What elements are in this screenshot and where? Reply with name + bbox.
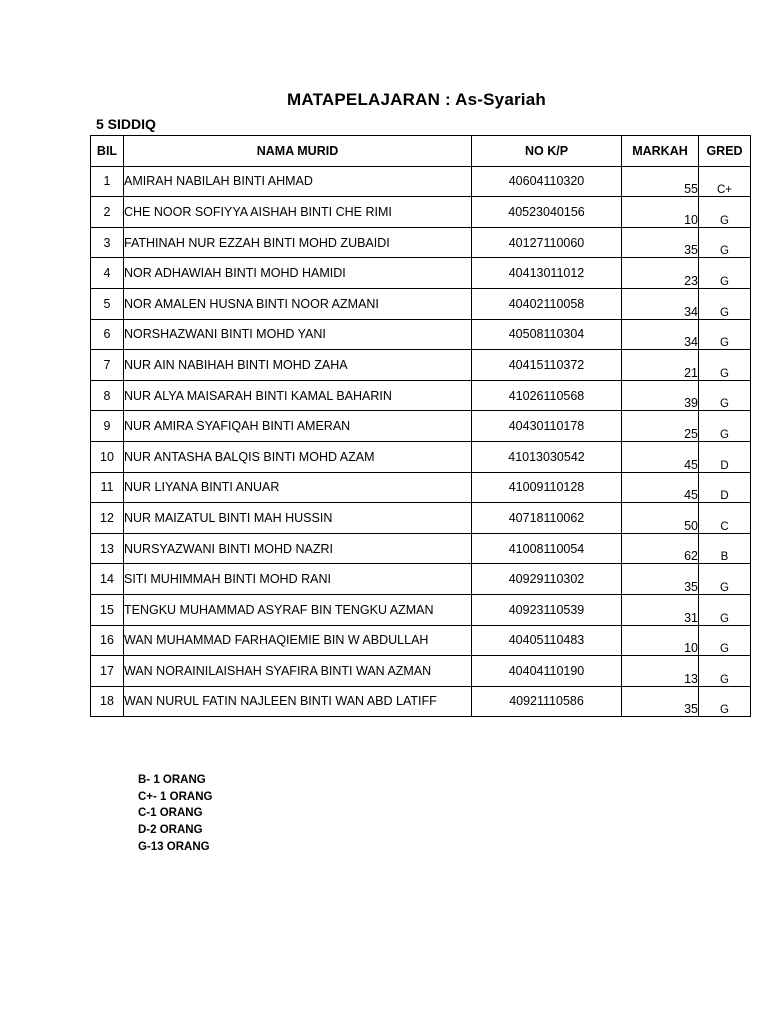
summary-line: C-1 ORANG [138,807,203,820]
cell-ic: 41008110054 [472,533,622,564]
summary-line: D-2 ORANG [138,824,203,837]
page-title: MATAPELAJARAN : As-Syariah [287,90,546,109]
table-row [91,227,751,258]
cell-mark: 21 [622,350,699,381]
cell-name: NUR MAIZATUL BINTI MAH HUSSIN [124,503,472,534]
cell-mark: 39 [622,380,699,411]
cell-bil: 4 [91,258,124,289]
summary-line: G-13 ORANG [138,840,210,853]
cell-gred: G [699,625,751,656]
cell-gred: G [699,319,751,350]
cell-name: NORSHAZWANI BINTI MOHD YANI [124,319,472,350]
cell-name: SITI MUHIMMAH BINTI MOHD RANI [124,564,472,595]
cell-name: FATHINAH NUR EZZAH BINTI MOHD ZUBAIDI [124,227,472,258]
table-header-row [91,136,751,167]
cell-mark: 10 [622,197,699,228]
cell-mark: 34 [622,288,699,319]
cell-ic: 40405110483 [472,625,622,656]
cell-ic: 41009110128 [472,472,622,503]
cell-name: NOR AMALEN HUSNA BINTI NOOR AZMANI [124,288,472,319]
cell-mark: 23 [622,258,699,289]
cell-mark: 13 [622,656,699,687]
cell-gred: G [699,288,751,319]
table-row [91,686,751,717]
cell-bil: 12 [91,503,124,534]
cell-gred: D [699,472,751,503]
summary-line: B- 1 ORANG [138,774,206,786]
cell-gred: G [699,686,751,717]
cell-name: NOR ADHAWIAH BINTI MOHD HAMIDI [124,258,472,289]
cell-name: WAN NURUL FATIN NAJLEEN BINTI WAN ABD LATIFF [124,686,472,717]
cell-gred: D [699,441,751,472]
cell-bil: 15 [91,594,124,625]
cell-mark: 35 [622,564,699,595]
cell-mark: 45 [622,472,699,503]
cell-ic: 40604110320 [472,166,622,197]
cell-name: NURSYAZWANI BINTI MOHD NAZRI [124,533,472,564]
cell-bil: 13 [91,533,124,564]
cell-gred: C [699,503,751,534]
header-gred: GRED [699,136,751,167]
marks-table [90,135,751,717]
cell-ic: 40413011012 [472,258,622,289]
cell-name: AMIRAH NABILAH BINTI AHMAD [124,166,472,197]
cell-gred: G [699,564,751,595]
cell-ic: 40921110586 [472,686,622,717]
cell-mark: 34 [622,319,699,350]
cell-mark: 50 [622,503,699,534]
cell-bil: 6 [91,319,124,350]
table-row [91,472,751,503]
class-name: 5 SIDDIQ [96,116,156,132]
table-row [91,411,751,442]
cell-ic: 40718110062 [472,503,622,534]
cell-name: NUR LIYANA BINTI ANUAR [124,472,472,503]
cell-gred: G [699,594,751,625]
cell-gred: G [699,227,751,258]
table-row [91,288,751,319]
cell-bil: 18 [91,686,124,717]
cell-bil: 16 [91,625,124,656]
table-row [91,656,751,687]
cell-ic: 40508110304 [472,319,622,350]
header-no-kp: NO K/P [472,136,622,167]
summary-line: C+- 1 ORANG [138,790,213,803]
cell-bil: 14 [91,564,124,595]
cell-gred: G [699,197,751,228]
grade-summary [138,772,212,856]
cell-mark: 62 [622,533,699,564]
table-row [91,533,751,564]
cell-name: NUR ALYA MAISARAH BINTI KAMAL BAHARIN [124,380,472,411]
cell-ic: 40923110539 [472,594,622,625]
cell-bil: 5 [91,288,124,319]
cell-mark: 35 [622,227,699,258]
cell-gred: G [699,258,751,289]
cell-name: CHE NOOR SOFIYYA AISHAH BINTI CHE RIMI [124,197,472,228]
table-row [91,441,751,472]
table-row [91,258,751,289]
table-row [91,564,751,595]
cell-bil: 10 [91,441,124,472]
header-bil: BIL [91,136,124,167]
table-row [91,166,751,197]
cell-name: NUR AIN NABIHAH BINTI MOHD ZAHA [124,350,472,381]
cell-gred: G [699,656,751,687]
cell-ic: 41013030542 [472,441,622,472]
table-row [91,625,751,656]
cell-mark: 35 [622,686,699,717]
cell-gred: G [699,350,751,381]
cell-mark: 45 [622,441,699,472]
cell-bil: 8 [91,380,124,411]
cell-gred: C+ [699,166,751,197]
cell-name: WAN NORAINILAISHAH SYAFIRA BINTI WAN AZMAN [124,656,472,687]
table-row [91,197,751,228]
cell-bil: 2 [91,197,124,228]
cell-mark: 31 [622,594,699,625]
cell-ic: 40929110302 [472,564,622,595]
cell-name: NUR ANTASHA BALQIS BINTI MOHD AZAM [124,441,472,472]
table-row [91,350,751,381]
cell-ic: 40404110190 [472,656,622,687]
cell-name: NUR AMIRA SYAFIQAH BINTI AMERAN [124,411,472,442]
cell-mark: 25 [622,411,699,442]
cell-bil: 1 [91,166,124,197]
cell-ic: 40415110372 [472,350,622,381]
table-row [91,319,751,350]
cell-gred: G [699,380,751,411]
cell-gred: G [699,411,751,442]
cell-bil: 11 [91,472,124,503]
cell-gred: B [699,533,751,564]
cell-bil: 7 [91,350,124,381]
cell-ic: 40127110060 [472,227,622,258]
header-nama-murid: NAMA MURID [124,136,472,167]
table-row [91,503,751,534]
header-markah: MARKAH [622,136,699,167]
cell-bil: 3 [91,227,124,258]
cell-mark: 55 [622,166,699,197]
table-row [91,380,751,411]
cell-bil: 17 [91,656,124,687]
cell-name: WAN MUHAMMAD FARHAQIEMIE BIN W ABDULLAH [124,625,472,656]
cell-ic: 40523040156 [472,197,622,228]
cell-name: TENGKU MUHAMMAD ASYRAF BIN TENGKU AZMAN [124,594,472,625]
cell-bil: 9 [91,411,124,442]
cell-ic: 41026110568 [472,380,622,411]
cell-mark: 10 [622,625,699,656]
cell-ic: 40402110058 [472,288,622,319]
table-row [91,594,751,625]
cell-ic: 40430110178 [472,411,622,442]
